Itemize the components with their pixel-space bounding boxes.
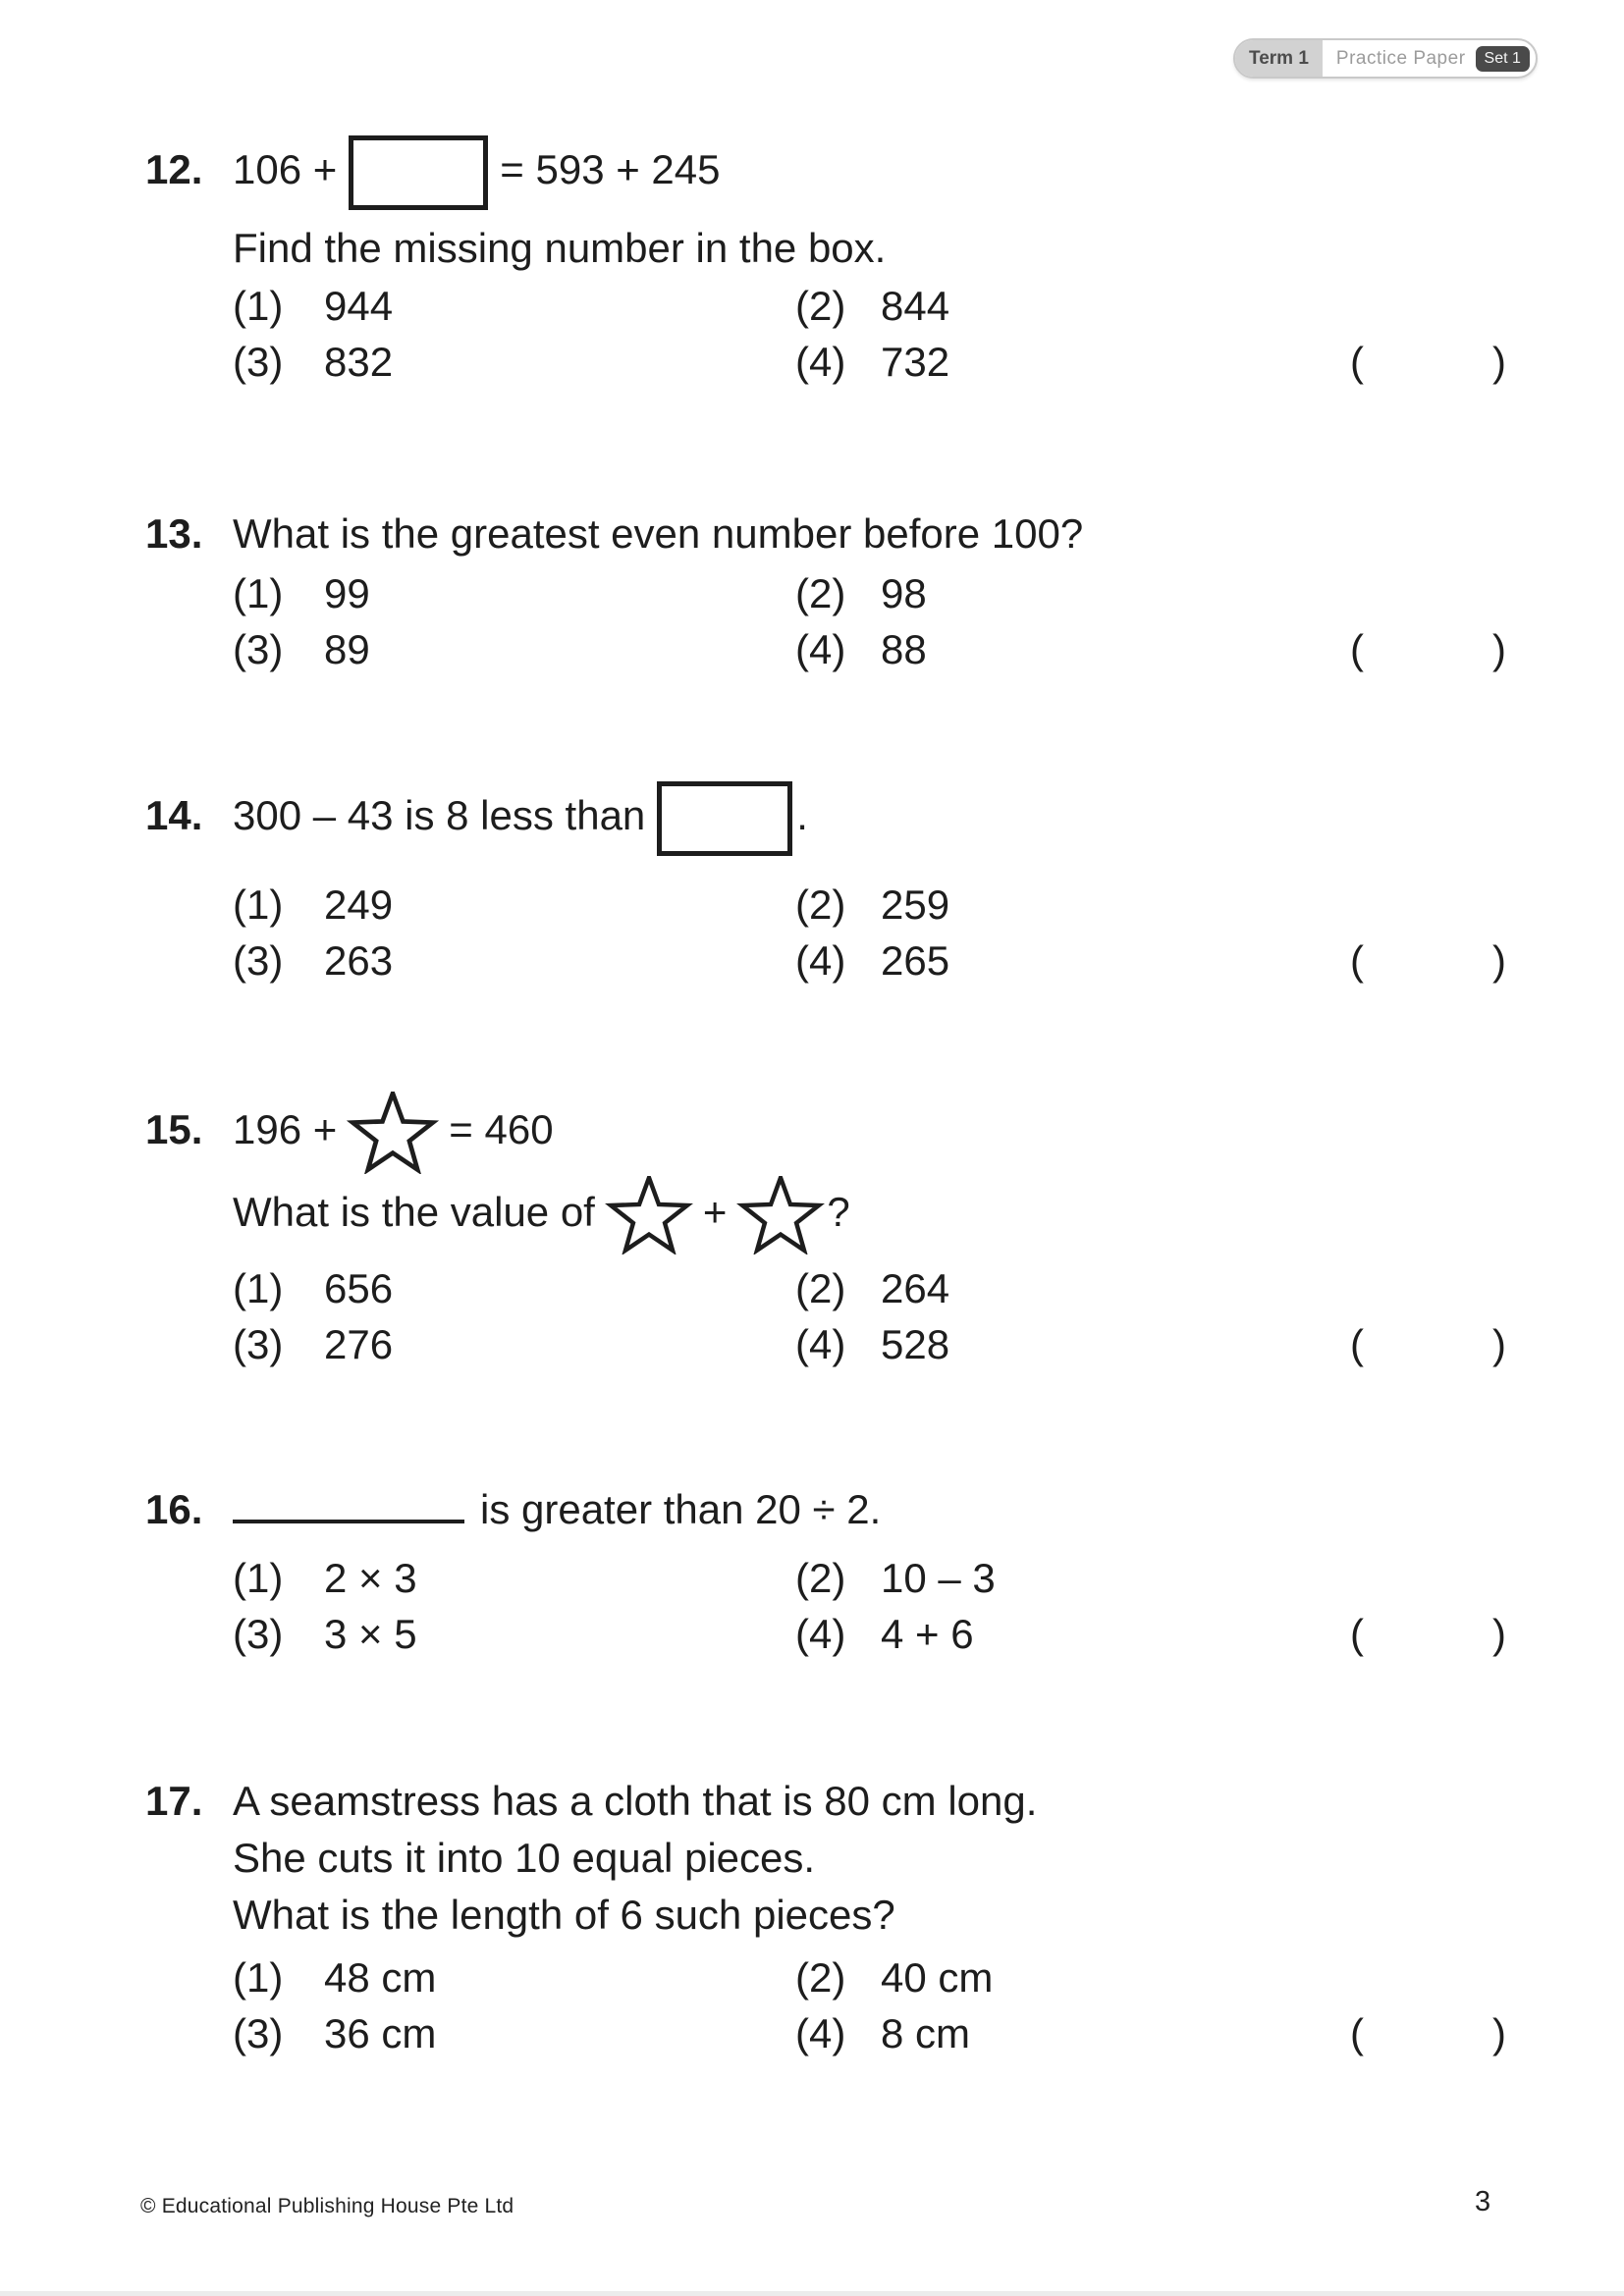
option-label: (1)	[233, 1954, 284, 2001]
question-13	[145, 511, 1532, 671]
prompt-text-post: ?	[827, 1189, 850, 1236]
stem-line-2: She cuts it into 10 equal pieces.	[233, 1835, 816, 1881]
page-header-badge	[1233, 38, 1538, 79]
options	[145, 283, 1532, 384]
question-15	[145, 1092, 1532, 1366]
option-value: 3 × 5	[324, 1611, 417, 1657]
answer-bracket-open: (	[1350, 339, 1364, 385]
option-label: (2)	[795, 881, 846, 928]
option-row	[145, 2010, 1532, 2056]
question-17-stem	[145, 1773, 1532, 1830]
answer-bracket-open: (	[1350, 1321, 1364, 1367]
question-17	[145, 1773, 1532, 2056]
option-label: (2)	[795, 570, 846, 616]
option-row	[145, 881, 1532, 927]
option-label: (1)	[233, 570, 284, 616]
stem-text-pre: 106 +	[233, 146, 338, 193]
answer-bracket-close: )	[1492, 1321, 1506, 1367]
set-badge: Set 1	[1476, 46, 1530, 72]
option-value: 264	[881, 1265, 950, 1311]
option-value: 98	[881, 570, 927, 616]
question-15-stem	[145, 1092, 1532, 1174]
answer-bracket-close: )	[1492, 626, 1506, 672]
option-value: 249	[324, 881, 394, 928]
star-icon	[605, 1176, 693, 1255]
underline-blank	[233, 1484, 464, 1523]
option-label: (1)	[233, 283, 284, 329]
option-value: 48 cm	[324, 1954, 437, 2001]
answer-bracket-close: )	[1492, 2010, 1506, 2056]
option-row	[145, 626, 1532, 671]
options	[145, 1265, 1532, 1366]
option-value: 40 cm	[881, 1954, 994, 2001]
option-value: 88	[881, 626, 927, 672]
option-value: 844	[881, 283, 950, 329]
page-number: 3	[1475, 2186, 1491, 2217]
copyright-text: © Educational Publishing House Pte Ltd	[140, 2195, 514, 2217]
stem-text-pre: 196 +	[233, 1106, 338, 1153]
question-12-stem	[145, 135, 1532, 210]
option-label: (1)	[233, 1555, 284, 1601]
stem-line-3: What is the length of 6 such pieces?	[233, 1892, 895, 1938]
options	[145, 1555, 1532, 1656]
option-value: 732	[881, 339, 950, 385]
question-14	[145, 781, 1532, 983]
question-number: 12.	[145, 146, 203, 193]
question-16-stem	[145, 1484, 1532, 1533]
option-value: 4 + 6	[881, 1611, 974, 1657]
stem-text-post: = 593 + 245	[500, 146, 721, 193]
option-label: (3)	[233, 937, 284, 984]
option-row	[145, 570, 1532, 615]
options	[145, 881, 1532, 983]
answer-bracket-open: (	[1350, 2010, 1364, 2056]
answer-bracket-close: )	[1492, 339, 1506, 385]
option-label: (3)	[233, 1321, 284, 1367]
answer-bracket-close: )	[1492, 1611, 1506, 1657]
question-prompt: What is the greatest even number before 100?	[233, 510, 1084, 557]
paper-type-label: Practice Paper	[1335, 47, 1466, 69]
question-13-stem	[145, 511, 1532, 557]
option-label: (2)	[795, 1265, 846, 1311]
stem-text-post: .	[796, 792, 808, 839]
options	[145, 1954, 1532, 2056]
option-value: 89	[324, 626, 370, 672]
option-row	[145, 283, 1532, 328]
option-value: 10 – 3	[881, 1555, 996, 1601]
option-label: (1)	[233, 881, 284, 928]
question-12	[145, 135, 1532, 384]
option-label: (3)	[233, 1611, 284, 1657]
option-label: (4)	[795, 1611, 846, 1657]
stem-text-post: is greater than 20 ÷ 2.	[480, 1486, 882, 1532]
option-value: 265	[881, 937, 950, 984]
question-number: 16.	[145, 1486, 203, 1532]
option-label: (4)	[795, 2010, 846, 2056]
option-row	[145, 339, 1532, 384]
option-value: 832	[324, 339, 394, 385]
question-16	[145, 1484, 1532, 1656]
stem-text-pre: 300 – 43 is 8 less than	[233, 792, 646, 839]
question-prompt: Find the missing number in the box.	[233, 225, 887, 271]
stem-line-1: A seamstress has a cloth that is 80 cm long.	[233, 1778, 1038, 1824]
option-value: 2 × 3	[324, 1555, 417, 1601]
option-label: (3)	[233, 626, 284, 672]
question-number: 17.	[145, 1778, 203, 1824]
empty-answer-box	[349, 135, 488, 210]
option-value: 944	[324, 283, 394, 329]
options	[145, 570, 1532, 671]
option-label: (1)	[233, 1265, 284, 1311]
page-bottom-edge	[0, 2291, 1624, 2296]
option-value: 276	[324, 1321, 394, 1367]
option-label: (4)	[795, 1321, 846, 1367]
option-label: (2)	[795, 1555, 846, 1601]
star-icon	[347, 1092, 439, 1174]
option-row	[145, 1555, 1532, 1600]
option-label: (4)	[795, 937, 846, 984]
option-label: (3)	[233, 339, 284, 385]
option-label: (3)	[233, 2010, 284, 2056]
option-label: (4)	[795, 339, 846, 385]
option-row	[145, 1265, 1532, 1310]
answer-bracket-open: (	[1350, 1611, 1364, 1657]
option-value: 8 cm	[881, 2010, 971, 2056]
question-number: 15.	[145, 1106, 203, 1153]
option-value: 263	[324, 937, 394, 984]
option-row	[145, 1321, 1532, 1366]
prompt-text-pre: What is the value of	[233, 1189, 595, 1236]
star-icon	[736, 1176, 825, 1255]
option-label: (2)	[795, 283, 846, 329]
question-number: 14.	[145, 792, 203, 839]
option-value: 528	[881, 1321, 950, 1367]
prompt-text-mid: +	[702, 1189, 728, 1236]
answer-bracket-close: )	[1492, 937, 1506, 984]
stem-text-post: = 460	[449, 1106, 554, 1153]
option-label: (4)	[795, 626, 846, 672]
question-number: 13.	[145, 510, 203, 557]
option-value: 36 cm	[324, 2010, 437, 2056]
term-badge: Term 1	[1235, 40, 1323, 77]
empty-answer-box	[657, 781, 792, 856]
option-value: 656	[324, 1265, 394, 1311]
option-value: 99	[324, 570, 370, 616]
option-row	[145, 937, 1532, 983]
option-value: 259	[881, 881, 950, 928]
option-row	[145, 1954, 1532, 2000]
answer-bracket-open: (	[1350, 937, 1364, 984]
question-15-prompt	[233, 1176, 1532, 1255]
option-row	[145, 1611, 1532, 1656]
answer-bracket-open: (	[1350, 626, 1364, 672]
option-label: (2)	[795, 1954, 846, 2001]
question-14-stem	[145, 781, 1532, 856]
